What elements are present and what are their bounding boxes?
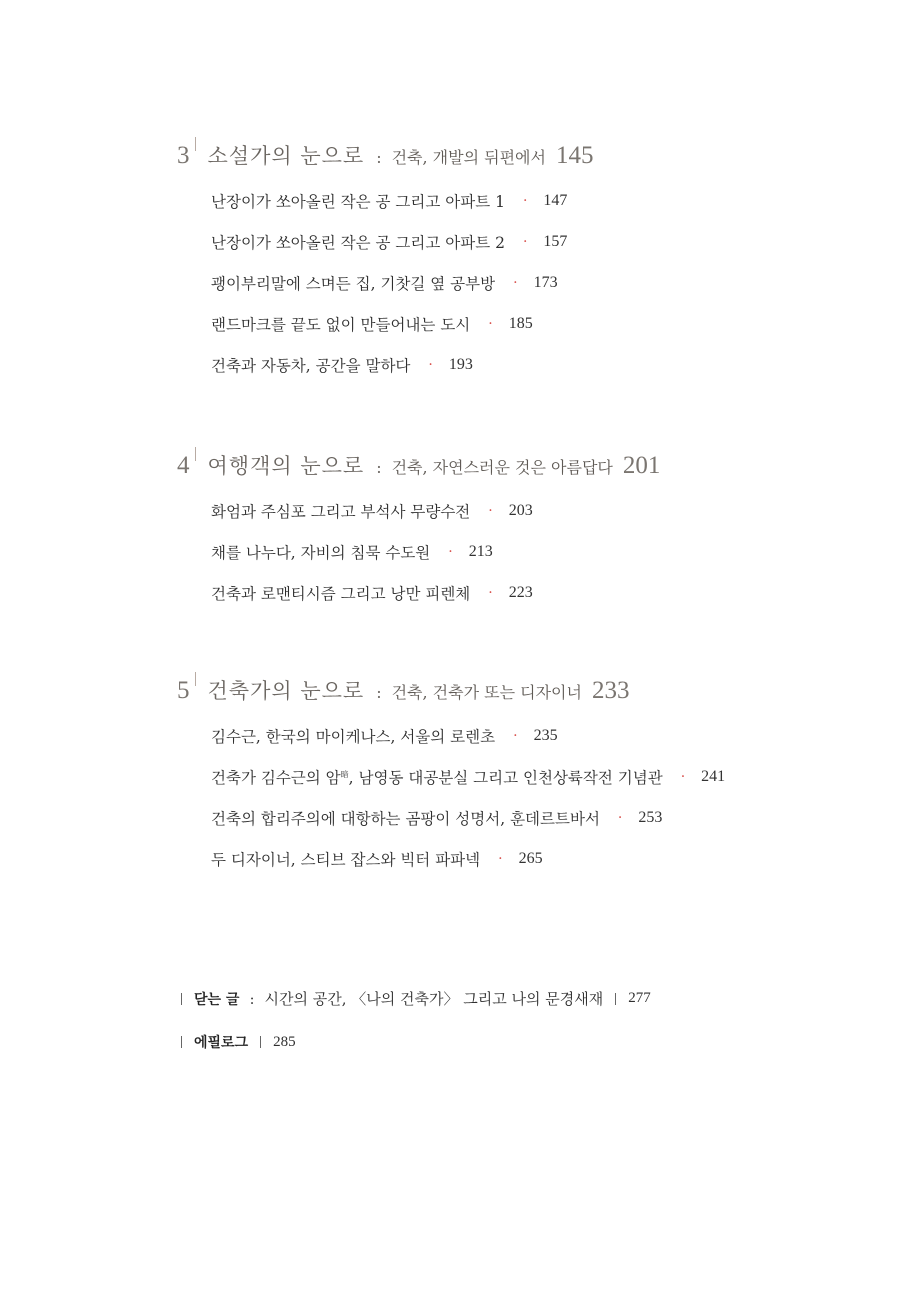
entry-title: 랜드마크를 끝도 없이 만들어내는 도시 [211, 315, 471, 334]
chapter-title: 건축가의 눈으로 [207, 679, 365, 703]
entry-page: 241 [701, 767, 726, 785]
chapter-colon: : [376, 683, 382, 702]
epilogue-page: 285 [273, 1033, 296, 1050]
toc-entry[interactable] [211, 490, 877, 531]
entry-title: 건축과 로맨티시즘 그리고 낭만 피렌체 [211, 584, 471, 603]
chapter-colon: : [376, 458, 382, 477]
entry-title [211, 766, 663, 788]
entry-page: 147 [543, 191, 568, 209]
entry-page: 265 [518, 849, 543, 867]
toc-entry[interactable] [211, 715, 877, 756]
pipe-separator [615, 993, 616, 1005]
dot-separator: · [513, 727, 518, 744]
chapter-divider [195, 137, 196, 151]
toc-entry[interactable] [211, 838, 877, 879]
dot-separator: · [488, 502, 493, 519]
chapter-number: 4 [177, 452, 190, 479]
toc-entry[interactable] [211, 344, 877, 385]
toc-entry[interactable] [211, 756, 877, 797]
entry-page: 213 [468, 542, 493, 560]
dot-separator: · [680, 768, 686, 785]
dot-separator: · [488, 584, 493, 601]
entry-title: 김수근, 한국의 마이케나스, 서울의 로렌초 [211, 727, 496, 746]
chapter-number: 5 [177, 677, 190, 704]
chapter-number: 3 [177, 142, 190, 169]
dot-separator: · [498, 850, 503, 867]
entry-page: 173 [533, 273, 558, 291]
chapter-title: 여행객의 눈으로 [207, 454, 365, 478]
toc-entry[interactable] [211, 262, 877, 303]
entry-page: 203 [508, 501, 533, 519]
pipe-separator [181, 1036, 182, 1048]
chapter-5 [177, 675, 877, 879]
entry-title: 건축과 자동차, 공간을 말하다 [211, 356, 411, 375]
chapter-page: 145 [555, 142, 594, 169]
chapter-subtitle: 건축, 자연스러운 것은 아름답다 [391, 458, 613, 477]
entry-title: 건축의 합리주의에 대항하는 곰팡이 성명서, 훈데르트바서 [211, 809, 600, 828]
entry-title: 괭이부리말에 스며든 집, 기찻길 옆 공부방 [211, 274, 496, 293]
chapter-divider [195, 672, 196, 686]
chapter-4 [177, 450, 877, 613]
entry-page: 157 [543, 232, 568, 250]
toc-entry[interactable] [211, 303, 877, 344]
epilogue-label: 에필로그 [194, 1035, 249, 1051]
chapter-heading [177, 675, 877, 715]
dot-separator: · [522, 192, 528, 209]
closing-colon: : [249, 989, 255, 1008]
epilogue-entry[interactable] [177, 1032, 296, 1052]
chapter-page: 233 [591, 677, 630, 704]
chapter-page: 201 [622, 452, 661, 479]
chapter-heading [177, 140, 877, 180]
entry-list [211, 490, 877, 613]
entry-page: 193 [448, 355, 473, 373]
chapter-subtitle: 건축, 개발의 뒤편에서 [391, 148, 546, 167]
pipe-separator [260, 1036, 261, 1048]
dot-separator: · [522, 233, 528, 250]
closing-essay-entry[interactable] [177, 988, 651, 1009]
toc-entry[interactable] [211, 180, 877, 221]
entry-title: 화엄과 주심포 그리고 부석사 무량수전 [211, 502, 471, 521]
toc-entry[interactable] [211, 531, 877, 572]
chapter-divider [195, 447, 196, 461]
dot-separator: · [488, 315, 493, 332]
entry-list [211, 180, 877, 385]
entry-title-part: , 남영동 대공분실 그리고 인천상륙작전 기념관 [348, 768, 663, 787]
closing-title: 시간의 공간, 〈나의 건축가〉 그리고 나의 문경새재 [264, 990, 604, 1008]
dot-separator: · [428, 356, 433, 373]
chapter-heading [177, 450, 877, 490]
chapter-3 [177, 140, 877, 385]
toc-entry[interactable] [211, 797, 877, 838]
entry-title: 채를 나누다, 자비의 침묵 수도원 [211, 543, 431, 562]
entry-title-part: 건축가 김수근의 암 [211, 768, 341, 787]
entry-page: 253 [638, 808, 663, 826]
chapter-colon: : [376, 148, 382, 167]
dot-separator: · [513, 274, 518, 291]
pipe-separator [181, 993, 182, 1005]
entry-title: 난장이가 쏘아올린 작은 공 그리고 아파트 2 [211, 233, 505, 252]
chapter-subtitle: 건축, 건축가 또는 디자이너 [391, 683, 582, 702]
dot-separator: · [448, 543, 453, 560]
toc-entry[interactable] [211, 221, 877, 262]
closing-page: 277 [628, 990, 651, 1006]
entry-page: 223 [508, 583, 533, 601]
entry-title: 난장이가 쏘아올린 작은 공 그리고 아파트 1 [211, 192, 505, 211]
closing-label: 닫는 글 [194, 991, 240, 1008]
toc-entry[interactable] [211, 572, 877, 613]
hanja-annotation: 暗 [340, 769, 349, 779]
entry-list [211, 715, 877, 879]
entry-page: 185 [508, 314, 533, 332]
entry-title: 두 디자이너, 스티브 잡스와 빅터 파파넥 [211, 850, 481, 869]
chapter-title: 소설가의 눈으로 [207, 144, 365, 168]
entry-page: 235 [533, 726, 558, 744]
dot-separator: · [617, 809, 623, 826]
